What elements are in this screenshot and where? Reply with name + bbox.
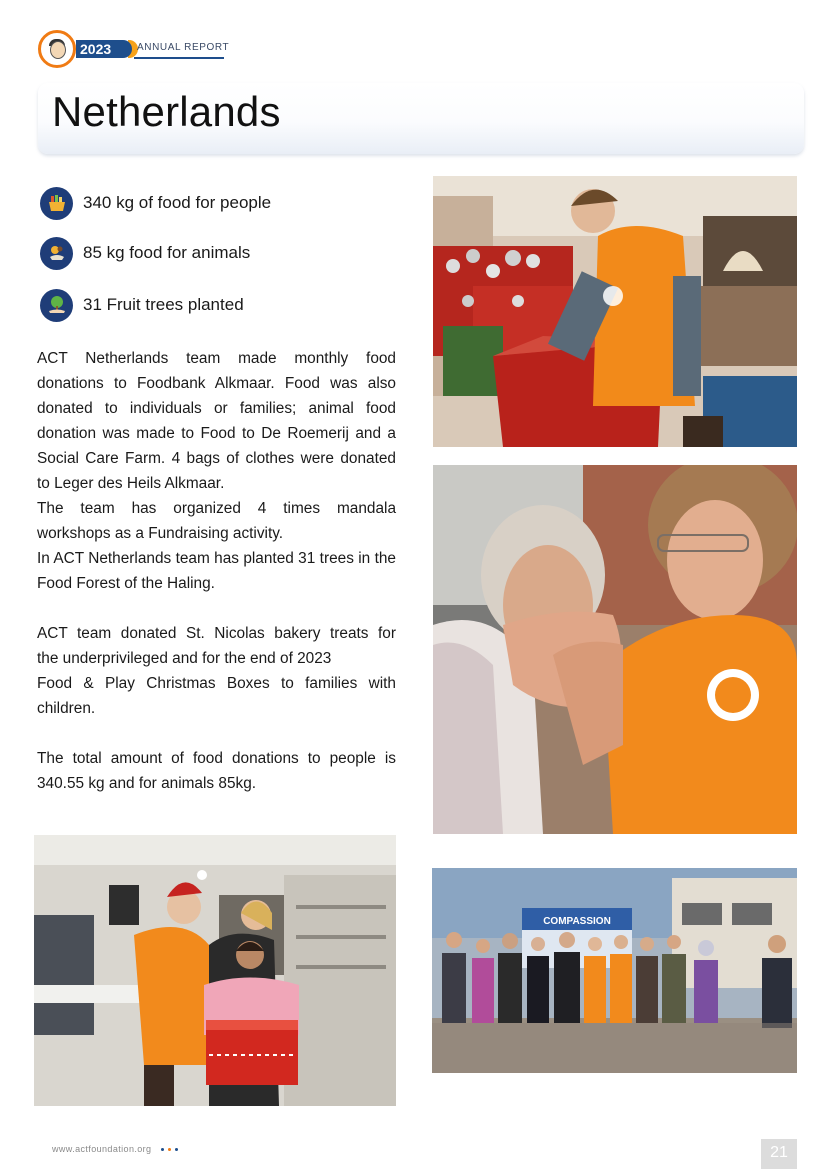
photo-box-recipients xyxy=(34,835,396,1106)
stat-label: 340 kg of food for people xyxy=(83,193,272,212)
page-title: Netherlands xyxy=(52,88,281,135)
year-badge: 2023 xyxy=(76,40,132,58)
page-number: 21 xyxy=(761,1139,797,1169)
animal-food-icon xyxy=(40,237,73,270)
food-basket-icon xyxy=(40,187,73,220)
body-text xyxy=(37,346,396,796)
tree-icon xyxy=(40,289,73,322)
stat-label: 31 Fruit trees planted xyxy=(83,295,244,314)
photo-two-women xyxy=(433,465,797,834)
act-foundation-logo xyxy=(38,30,76,68)
footer-url: www.actfoundation.org xyxy=(52,1144,152,1154)
photo-group-compassion-van xyxy=(432,868,797,1073)
stat-food-people xyxy=(40,186,271,220)
paragraph: ACT Netherlands team made monthly food donations to Foodbank Alkmaar. Food was also donated to individuals or families; animal food donation was made to Food to De Roemerij and a Social Care Farm. 4 bags of clothes were donated to Leger des Heils Alkmaar. xyxy=(37,350,396,492)
paragraph: the underprivileged and for the end of 2023 xyxy=(37,650,332,667)
paragraph: In ACT Netherlands team has planted 31 trees in the Food Forest of the Haling. xyxy=(37,550,396,592)
paragraph: The total amount of food donations to people is 340.55 kg and for animals 85kg. xyxy=(37,750,396,792)
van-sign: COMPASSION xyxy=(543,916,611,927)
stat-fruit-trees xyxy=(40,288,244,322)
footer-dots xyxy=(161,1148,178,1151)
annual-report-label: ANNUAL REPORT xyxy=(137,42,230,53)
header-underline xyxy=(134,57,224,59)
stat-label: 85 kg food for animals xyxy=(83,243,251,262)
paragraph: The team has organized 4 times mandala workshops as a Fundraising activity. xyxy=(37,500,396,542)
stat-food-animals xyxy=(40,236,250,270)
paragraph: Food & Play Christmas Boxes to families with children. xyxy=(37,675,396,717)
paragraph: ACT team donated St. Nicolas bakery treats for xyxy=(37,625,396,642)
photo-christmas-box-packing xyxy=(433,176,797,447)
